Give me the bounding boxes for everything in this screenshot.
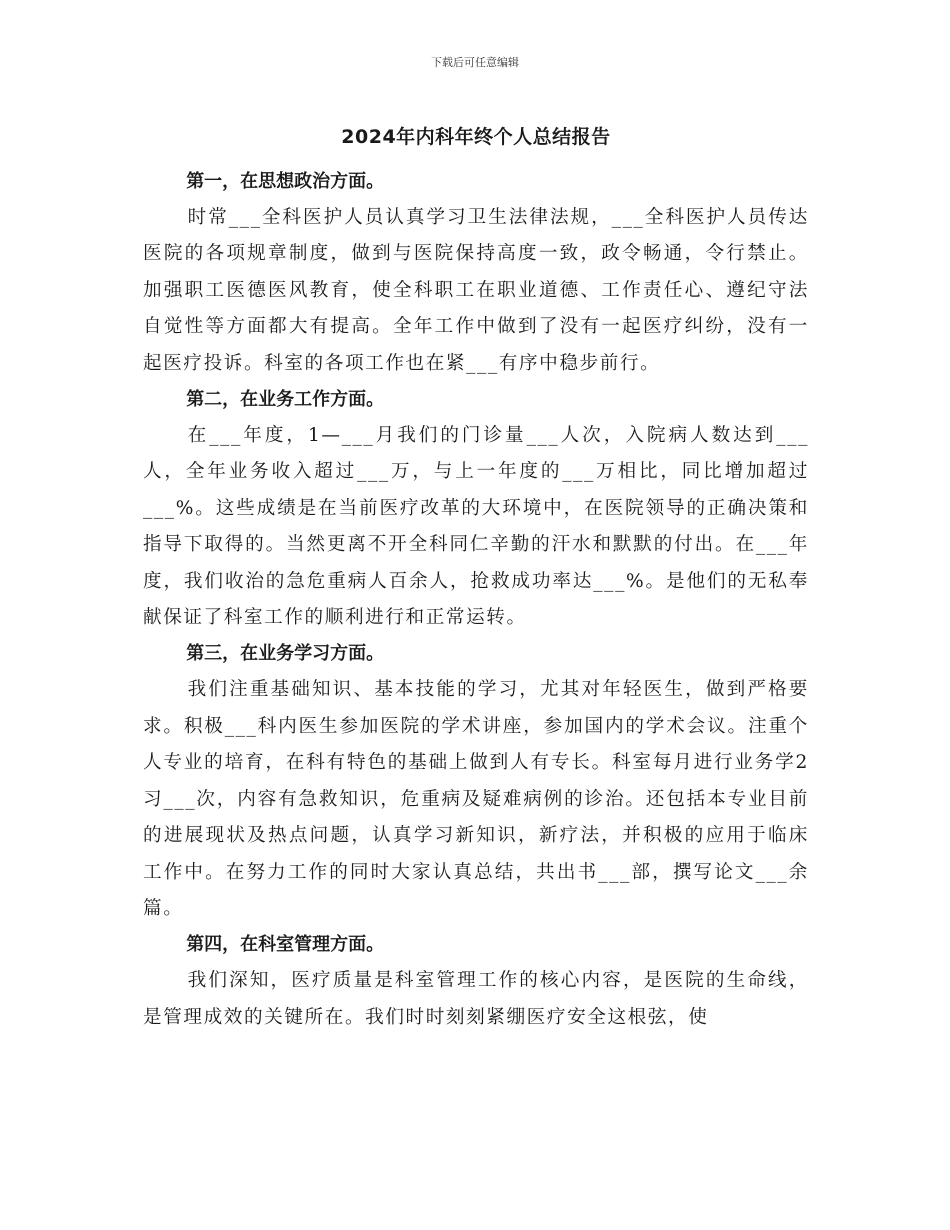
section-heading: 第二，在业务工作方面。 bbox=[186, 389, 385, 411]
section-business-study bbox=[143, 636, 809, 927]
section-body: 时常___全科医护人员认真学习卫生法律法规，___全科医护人员传达医院的各项规章制度，做到与医院保持高度一致，政令畅通，令行禁止。加强职工医德医风教育，使全科职工在职业道德、工作责任心、遵纪守法自觉性等方面都大有提高。全年工作中做到了没有一起医疗纠纷，没有一起医疗投诉。科室的各项工作也在紧___有序中稳步前行。 bbox=[143, 207, 809, 374]
section-political bbox=[143, 164, 809, 382]
section-heading: 第一，在思想政治方面。 bbox=[186, 171, 385, 192]
section-body: 在___年度，1—___月我们的门诊量___人次，入院病人数达到___人，全年业务收入超过___万，与上一年度的___万相比，同比增加超过___%。这些成绩是在当前医疗改革的大环境中，在医院领导的正确决策和指导下取得的。当然更离不开全科同仁辛勤的汗水和默默的付出。在___年度，我们收治的急危重病人百余人，抢救成功率达___%。是他们的无私奉献保证了科室工作的顺利进行和正常运转。 bbox=[143, 425, 809, 629]
section-heading: 第三，在业务学习方面。 bbox=[186, 643, 385, 665]
document-title: 2024年内科年终个人总结报告 bbox=[341, 126, 611, 148]
section-body: 我们深知，医疗质量是科室管理工作的核心内容，是医院的生命线，是管理成效的关键所在。我们时时刻刻紧绷医疗安全这根弦，使 bbox=[143, 970, 809, 1028]
header-note: 下载后可任意编辑 bbox=[431, 56, 519, 69]
section-management bbox=[143, 927, 809, 1036]
document-content bbox=[143, 122, 809, 1036]
section-heading: 第四，在科室管理方面。 bbox=[186, 934, 385, 956]
section-body: 我们注重基础知识、基本技能的学习，尤其对年轻医生，做到严格要求。积极___科内医生参加医院的学术讲座，参加国内的学术会议。注重个人专业的培育，在科有特色的基础上做到人有专长。科室每月进行业务学2习___次，内容有急救知识，危重病及疑难病例的诊治。还包括本专业目前的进展现状及热点问题，认真学习新知识，新疗法，并积极的应用于临床工作中。在努力工作的同时大家认真总结，共出书___部，撰写论文___余篇。 bbox=[143, 679, 809, 919]
section-business-work bbox=[143, 382, 809, 636]
